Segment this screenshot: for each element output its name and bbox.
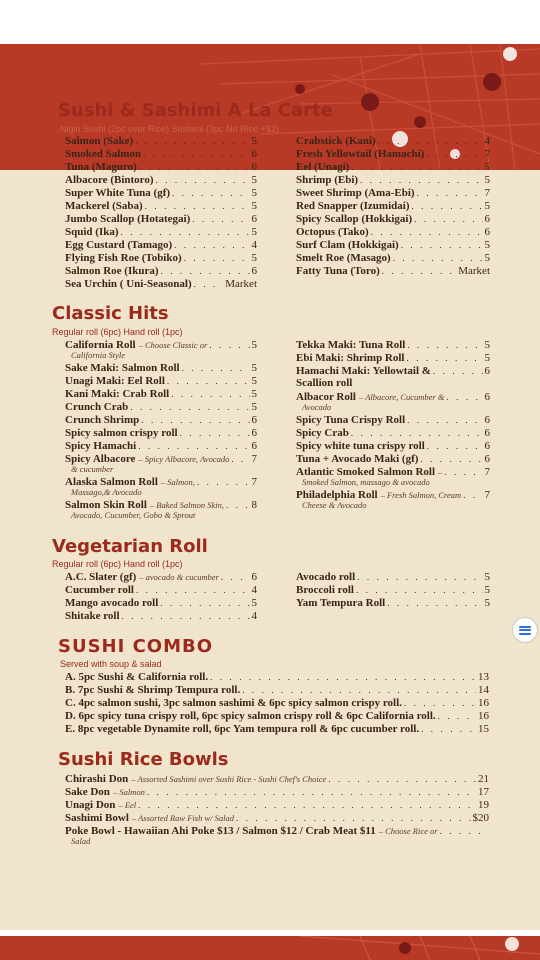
item-name: Crunch Crab	[65, 401, 129, 413]
item-name: Spicy Scallop (Hokkigai)	[296, 213, 413, 225]
item-price: $20	[472, 812, 489, 824]
item-name: Chirashi Don	[65, 773, 129, 785]
menu-item	[296, 427, 490, 440]
dot-leader	[463, 489, 482, 502]
item-price: 6	[251, 440, 257, 452]
item-price: 5	[484, 239, 490, 251]
item-price: 6	[251, 265, 257, 277]
menu-item	[65, 135, 257, 148]
dot-leader	[393, 252, 483, 265]
item-name: Squid (Ika)	[65, 226, 119, 238]
dot-leader	[180, 427, 250, 440]
dot-leader	[407, 414, 482, 427]
item-name: D. 6pc spicy tuna crispy roll, 6pc spicy salmon crispy roll & 6pc California roll.	[65, 710, 436, 722]
item-price: 7	[251, 453, 257, 465]
item-price: 5	[484, 571, 490, 583]
item-description-continued: Avocado, Cucumber, Gobo & Sprout	[71, 510, 196, 520]
item-name: Sake Don	[65, 786, 110, 798]
menu-item	[65, 597, 257, 610]
item-description-continued: Smoked Salmon, massago & avocado	[302, 477, 430, 487]
dot-leader	[156, 174, 250, 187]
section-subtitle-classic: Regular roll (6pc) Hand roll (1pc)	[52, 327, 183, 337]
menu-item	[65, 786, 489, 799]
dot-leader	[160, 597, 249, 610]
item-price: 5	[251, 135, 257, 147]
dot-leader	[411, 200, 482, 213]
item-description: – Fresh Salmon, Cream	[380, 490, 462, 500]
item-name: Fatty Tuna (Toro)	[296, 265, 380, 277]
item-name: Salmon Roe (Ikura)	[65, 265, 159, 277]
dot-leader	[231, 453, 249, 466]
dot-leader	[221, 571, 250, 584]
dot-leader	[136, 584, 250, 597]
item-price: 5	[484, 597, 490, 609]
dot-leader	[356, 584, 483, 597]
item-name: Poke Bowl - Hawaiian Ahi Poke $13 / Salmon $12 / Crab Meat $11	[65, 825, 376, 837]
menu-item	[65, 825, 489, 838]
item-price: 4	[251, 610, 257, 622]
menu-item	[296, 453, 490, 466]
menu-item	[296, 352, 490, 365]
item-price: 14	[478, 684, 489, 696]
menu-item	[296, 571, 490, 584]
item-price: 6	[484, 213, 490, 225]
item-price: 6	[251, 213, 257, 225]
item-name: Sea Urchin ( Uni-Seasonal)	[65, 278, 192, 290]
item-name: Spicy Tuna Crispy Roll	[296, 414, 406, 426]
dot-leader	[438, 710, 476, 723]
dot-leader	[427, 440, 483, 453]
dot-leader	[138, 799, 476, 812]
item-name: Atlantic Smoked Salmon Roll	[296, 466, 436, 478]
menu-item	[65, 723, 489, 736]
menu-item	[296, 440, 490, 453]
dot-leader	[143, 148, 249, 161]
menu-item	[296, 161, 490, 174]
item-price: 16	[478, 697, 489, 709]
dot-leader	[382, 265, 456, 278]
menu-item	[296, 252, 490, 265]
menu-item	[296, 213, 490, 226]
menu-item	[65, 265, 257, 278]
item-name: California Roll	[65, 339, 136, 351]
dot-leader	[122, 610, 250, 623]
item-description: – Choose Classic or	[138, 340, 208, 350]
dot-leader	[138, 440, 249, 453]
item-name: Sweet Shrimp (Ama-Ebi)	[296, 187, 415, 199]
list-lines-icon	[519, 624, 531, 636]
item-name: Eel (Unagi)	[296, 161, 350, 173]
item-name: Crabstick (Kani)	[296, 135, 376, 147]
dot-leader	[417, 187, 483, 200]
menu-item	[65, 584, 257, 597]
menu-item	[65, 375, 257, 388]
item-description: – avocado & cucumber	[139, 572, 219, 582]
menu-item	[65, 799, 489, 812]
item-name: Smelt Roe (Masago)	[296, 252, 391, 264]
dot-leader	[351, 427, 483, 440]
item-price: Market	[458, 265, 490, 277]
dot-leader	[371, 226, 483, 239]
menu-item	[65, 148, 257, 161]
item-description: – Spicy Albacore, Avocado	[138, 454, 230, 464]
item-name: Smoked Salmon	[65, 148, 142, 160]
footer-pattern	[0, 936, 540, 960]
item-name: Tekka Maki: Tuna Roll	[296, 339, 406, 351]
top-margin	[0, 0, 540, 44]
item-name: Octopus (Tako)	[296, 226, 369, 238]
item-price: 5	[251, 597, 257, 609]
footer-band	[0, 936, 540, 960]
menu-item	[65, 571, 257, 584]
item-price: 5	[251, 200, 257, 212]
item-price: 7	[484, 466, 490, 478]
menu-item	[65, 187, 257, 200]
scroll-list-button[interactable]	[512, 617, 538, 643]
section-title-bowls: Sushi Rice Bowls	[58, 749, 229, 770]
item-description: –	[438, 467, 443, 477]
item-price: 5	[484, 252, 490, 264]
item-name: Shitake roll	[65, 610, 120, 622]
dot-leader	[357, 571, 482, 584]
menu-item	[296, 414, 490, 427]
item-description-continued: Cheese & Avocado	[302, 500, 367, 510]
item-name: A. 5pc Sushi & California roll.	[65, 671, 209, 683]
menu-item	[65, 440, 257, 453]
dot-leader	[440, 825, 487, 838]
item-price: 6	[484, 414, 490, 426]
section-subtitle-vegetarian: Regular roll (6pc) Hand roll (1pc)	[52, 559, 183, 569]
dot-leader	[192, 213, 249, 226]
item-price: 5	[484, 352, 490, 364]
menu-item	[296, 200, 490, 213]
item-description: – Salmon	[112, 787, 145, 797]
item-name: Mango avocado roll	[65, 597, 159, 609]
item-price: 7	[484, 148, 490, 160]
section-title-vegetarian: Vegetarian Roll	[52, 536, 208, 557]
dot-leader	[242, 684, 476, 697]
dot-leader	[328, 773, 476, 786]
item-name: Sashimi Bowl	[65, 812, 129, 824]
menu-item	[65, 388, 257, 401]
item-description: – Assorted Sashimi over Sushi Rice - Sushi Chef's Choice	[131, 774, 327, 784]
dot-leader	[407, 352, 483, 365]
item-name: B. 7pc Sushi & Shrimp Tempura roll.	[65, 684, 241, 696]
item-name: Spicy salmon crispy roll	[65, 427, 178, 439]
dot-leader	[226, 499, 249, 512]
menu-item	[65, 213, 257, 226]
item-name: Surf Clam (Hokkigai)	[296, 239, 399, 251]
item-price: 6	[484, 226, 490, 238]
item-price: 5	[251, 187, 257, 199]
menu-item	[65, 226, 257, 239]
item-price: Market	[225, 278, 257, 290]
item-price: 5	[484, 200, 490, 212]
menu-item	[65, 362, 257, 375]
dot-leader	[121, 226, 250, 239]
item-name: Philadelphia Roll	[296, 489, 378, 501]
dot-leader	[139, 161, 250, 174]
menu-item	[65, 174, 257, 187]
dot-leader	[444, 466, 482, 479]
dot-leader	[236, 812, 471, 825]
item-description-continued: Scallion roll	[296, 377, 353, 389]
item-name: Red Snapper (Izumidai)	[296, 200, 410, 212]
dot-leader	[197, 476, 250, 489]
menu-item	[65, 710, 489, 723]
dot-leader	[407, 339, 482, 352]
item-price: 8	[251, 499, 257, 511]
item-price: 4	[251, 584, 257, 596]
menu-item	[296, 226, 490, 239]
item-name: Spicy Hamachi	[65, 440, 137, 452]
menu-item	[65, 401, 257, 414]
menu-item	[65, 684, 489, 697]
item-price: 6	[484, 391, 490, 403]
item-name: Unagi Don	[65, 799, 116, 811]
item-name: Unagi Maki: Eel Roll	[65, 375, 165, 387]
dot-leader	[184, 252, 250, 265]
dot-leader	[378, 135, 483, 148]
item-name: Salmon (Sake)	[65, 135, 134, 147]
menu-item	[296, 148, 490, 161]
dot-leader	[446, 391, 482, 404]
section-title-combo: SUSHI COMBO	[58, 636, 214, 657]
item-price: 15	[478, 723, 489, 735]
dot-leader	[209, 339, 249, 352]
item-name: Spicy Albacore	[65, 453, 136, 465]
item-name: Super White Tuna (gf)	[65, 187, 171, 199]
item-description: – Albacore, Cucumber &	[359, 392, 445, 402]
dot-leader	[210, 671, 476, 684]
menu-item	[296, 265, 490, 278]
item-price: 5	[251, 226, 257, 238]
item-price: 5	[251, 174, 257, 186]
item-description-continued: Salad	[71, 836, 91, 846]
item-name: Yam Tempura Roll	[296, 597, 386, 609]
dot-leader	[404, 697, 476, 710]
dot-leader	[387, 597, 482, 610]
item-name: Hamachi Maki: Yellowtail &	[296, 365, 431, 377]
menu-item	[65, 200, 257, 213]
section-title-classic: Classic Hits	[52, 303, 169, 324]
item-name: Broccoli roll	[296, 584, 354, 596]
item-name: Spicy white tuna crispy roll	[296, 440, 425, 452]
menu-item	[65, 610, 257, 623]
menu-item	[65, 239, 257, 252]
item-description-continued: & cucumber	[71, 464, 114, 474]
item-description: – Choose Rice or	[378, 826, 438, 836]
dot-leader	[172, 187, 249, 200]
menu-item	[65, 427, 257, 440]
dot-leader	[141, 414, 249, 427]
menu-item	[65, 252, 257, 265]
item-description: – Assorted Raw Fish w/ Salad	[131, 813, 234, 823]
dot-leader	[426, 148, 482, 161]
item-price: 5	[251, 339, 257, 351]
menu-item	[296, 339, 490, 352]
item-price: 7	[484, 187, 490, 199]
item-price: 7	[251, 476, 257, 488]
dot-leader	[130, 401, 249, 414]
menu-item	[65, 161, 257, 174]
item-price: 4	[251, 239, 257, 251]
item-price: 6	[484, 427, 490, 439]
item-name: Cucumber roll	[65, 584, 134, 596]
item-price: 5	[484, 174, 490, 186]
item-name: C. 4pc salmon sushi, 3pc salmon sashimi & 6pc spicy salmon crispy roll.	[65, 697, 402, 709]
item-price: 6	[484, 440, 490, 452]
item-name: Fresh Yellowtail (Hamachi)	[296, 148, 425, 160]
dot-leader	[401, 239, 483, 252]
item-price: 6	[251, 148, 257, 160]
menu-item	[296, 135, 490, 148]
item-name: Tuna + Avocado Maki (gf)	[296, 453, 419, 465]
item-description: – Baked Salmon Skin,	[149, 500, 225, 510]
menu-item	[65, 414, 257, 427]
item-price: 6	[251, 427, 257, 439]
dot-leader	[414, 213, 482, 226]
item-name: Spicy Crab	[296, 427, 349, 439]
menu-item	[296, 584, 490, 597]
item-price: 19	[478, 799, 489, 811]
item-price: 5	[251, 401, 257, 413]
dot-leader	[135, 135, 249, 148]
item-price: 17	[478, 786, 489, 798]
item-name: Jumbo Scallop (Hotategai)	[65, 213, 191, 225]
dot-leader	[182, 362, 250, 375]
item-name: Mackerel (Saba)	[65, 200, 143, 212]
item-name: Tuna (Maguro)	[65, 161, 137, 173]
cherry-blossom-icon	[505, 937, 519, 951]
item-name: Sake Maki: Salmon Roll	[65, 362, 180, 374]
item-price: 6	[251, 571, 257, 583]
menu-item	[296, 187, 490, 200]
menu-item	[65, 671, 489, 684]
item-name: Kani Maki: Crab Roll	[65, 388, 170, 400]
item-description-continued: California Style	[71, 350, 126, 360]
item-price: 5	[251, 388, 257, 400]
dot-leader	[420, 453, 482, 466]
menu-item	[296, 239, 490, 252]
dot-leader	[421, 723, 476, 736]
item-name: Alaska Salmon Roll	[65, 476, 158, 488]
section-title-sashimi: Sushi & Sashimi A La Carte	[58, 100, 333, 121]
item-price: 5	[251, 252, 257, 264]
item-price: 5	[484, 584, 490, 596]
item-name: A.C. Slater (gf)	[65, 571, 137, 583]
item-name: Albacor Roll	[296, 391, 356, 403]
item-name: Avocado roll	[296, 571, 356, 583]
item-name: Ebi Maki: Shrimp Roll	[296, 352, 405, 364]
dot-leader	[360, 174, 482, 187]
item-name: Flying Fish Roe (Tobiko)	[65, 252, 182, 264]
menu-item	[65, 812, 489, 825]
item-description-continued: Massago,& Avocado	[71, 487, 142, 497]
section-subtitle-sashimi: Nigiri Sushi (2pc over Rice) Sashimi (3pc No Rice +$2)	[60, 124, 279, 134]
dot-leader	[147, 786, 476, 799]
item-description: – Eel	[118, 800, 137, 810]
item-price: 21	[478, 773, 489, 785]
menu-item	[65, 773, 489, 786]
item-price: 6	[484, 453, 490, 465]
menu-item	[65, 278, 257, 291]
item-name: Salmon Skin Roll	[65, 499, 147, 511]
item-description-continued: Avocado	[302, 402, 332, 412]
item-price: 16	[478, 710, 489, 722]
item-price: 4	[484, 135, 490, 147]
dot-leader	[145, 200, 250, 213]
menu-item	[296, 597, 490, 610]
item-price: 6	[251, 161, 257, 173]
item-name: Albacore (Bintoro)	[65, 174, 154, 186]
item-price: 5	[484, 161, 490, 173]
item-name: Crunch Shrimp	[65, 414, 140, 426]
item-price: 5	[251, 362, 257, 374]
dot-leader	[433, 365, 483, 378]
item-price: 13	[478, 671, 489, 683]
dot-leader	[174, 239, 249, 252]
section-subtitle-combo: Served with soup & salad	[60, 659, 162, 669]
item-name: Shrimp (Ebi)	[296, 174, 359, 186]
item-price: 5	[484, 339, 490, 351]
menu-item	[296, 174, 490, 187]
dot-leader	[161, 265, 250, 278]
menu-item	[65, 697, 489, 710]
dot-leader	[194, 278, 224, 291]
item-price: 6	[484, 365, 490, 377]
item-price: 7	[484, 489, 490, 501]
dot-leader	[351, 161, 482, 174]
item-price: 6	[251, 414, 257, 426]
item-description: – Salmon,	[160, 477, 195, 487]
item-price: 5	[251, 375, 257, 387]
dot-leader	[171, 388, 249, 401]
item-name: E. 8pc vegetable Dynamite roll, 6pc Yam tempura roll & 6pc cucumber roll.	[65, 723, 420, 735]
dot-leader	[167, 375, 250, 388]
item-name: Egg Custard (Tamago)	[65, 239, 173, 251]
